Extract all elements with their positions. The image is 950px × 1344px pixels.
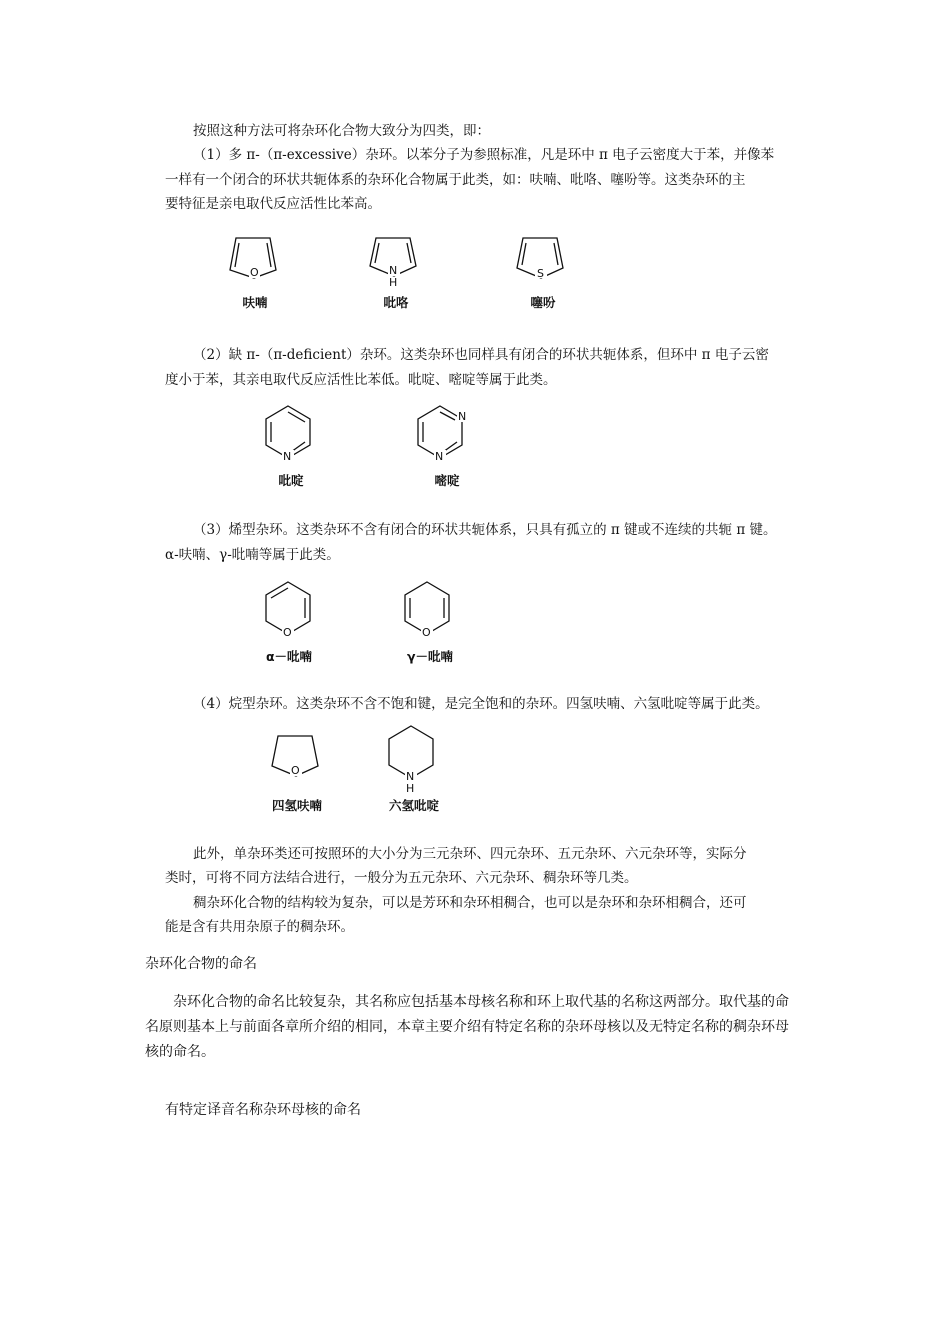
pyridine-structure [262,402,322,464]
pyrimidine-structure [418,402,478,464]
gamma-pyran-label: γ－吡喃 [406,649,454,664]
intro-text: 按照这种方法可将杂环化合物大致分为四类，即： [193,123,490,139]
class2-line-1: （2）缺 π-（π-deficient）杂环。这类杂环也同样具有闭合的环状共轭体系，但环中 π 电子云密 [193,347,769,363]
pyrimidine-atom-2: N [435,450,444,463]
class3-line-2: α-呋喃、γ-吡喃等属于此类。 [165,547,340,563]
piperidine-h: H [406,782,415,795]
alpha-pyran-label: α－吡喃 [265,649,313,664]
pyrimidine-atom-1: N [458,410,467,423]
pyrrole-atom: N [389,264,398,277]
class1-line-1: （1）多 π-（π-excessive）杂环。以苯分子为参照标准，凡是环中 π 电子云密度大于苯，并像苯 [193,147,775,163]
gamma-pyran-structure [401,578,461,640]
piperidine-label: 六氢吡啶 [388,798,440,813]
class3-line-1: （3）烯型杂环。这类杂环不含有闭合的环状共轭体系，只具有孤立的 π 键或不连续的共轭 π 键。 [193,522,777,538]
thf-structure [270,730,330,782]
piperidine-structure [385,722,445,795]
class1-line-3: 要特征是亲电取代反应活性比苯高。 [165,196,381,212]
extra-line-1: 此外，单杂环类还可按照环的大小分为三元杂环、四元杂环、五元杂环、六元杂环等，实际分 [193,846,747,862]
thf-atom: O [291,764,300,777]
extra-line-4: 能是含有共用杂原子的稠杂环。 [165,919,354,935]
pyrrole-structure [368,232,428,292]
pyrimidine-label: 嘧啶 [434,473,460,488]
pyrrole-label: 吡咯 [383,295,409,310]
pyridine-label: 吡啶 [278,473,304,488]
class4-line-1: （4）烷型杂环。这类杂环不含不饱和键，是完全饱和的杂环。四氢呋喃、六氢吡啶等属于此类。 [193,696,769,712]
subheading: 有特定译音名称杂环母核的命名 [165,1102,361,1118]
thf-label: 四氢呋喃 [271,798,323,813]
thiophene-label: 噻吩 [530,295,556,310]
naming-line-1: 杂环化合物的命名比较复杂，其名称应包括基本母核名称和环上取代基的名称这两部分。取代基的命 [173,994,789,1010]
pyridine-atom: N [283,450,292,463]
class2-line-2: 度小于苯，其亲电取代反应活性比苯低。吡啶、嘧啶等属于此类。 [165,372,557,388]
extra-line-3: 稠杂环化合物的结构较为复杂，可以是芳环和杂环相稠合，也可以是杂环和杂环相稠合，还可 [193,895,747,911]
furan-structure [226,232,286,282]
alpha-pyran-atom: O [283,626,292,639]
furan-atom: O [250,266,259,279]
naming-line-2: 名原则基本上与前面各章所介绍的相同，本章主要介绍有特定名称的杂环母核以及无特定名称的稠杂环母 [145,1019,789,1035]
extra-line-2: 类时，可将不同方法结合进行，一般分为五元杂环、六元杂环、稠杂环等几类。 [165,870,638,886]
gamma-pyran-atom: O [422,626,431,639]
naming-heading: 杂环化合物的命名 [145,956,257,972]
furan-label: 呋喃 [242,295,268,310]
naming-line-3: 核的命名。 [145,1044,215,1060]
thiophene-atom: S [537,267,544,280]
pyrrole-h: H [389,276,398,289]
alpha-pyran-structure [262,578,322,640]
piperidine-atom: N [406,770,415,783]
thiophene-structure [515,232,575,282]
class1-line-2: 一样有一个闭合的环状共轭体系的杂环化合物属于此类，如：呋喃、吡咯、噻吩等。这类杂环的主 [165,172,746,188]
